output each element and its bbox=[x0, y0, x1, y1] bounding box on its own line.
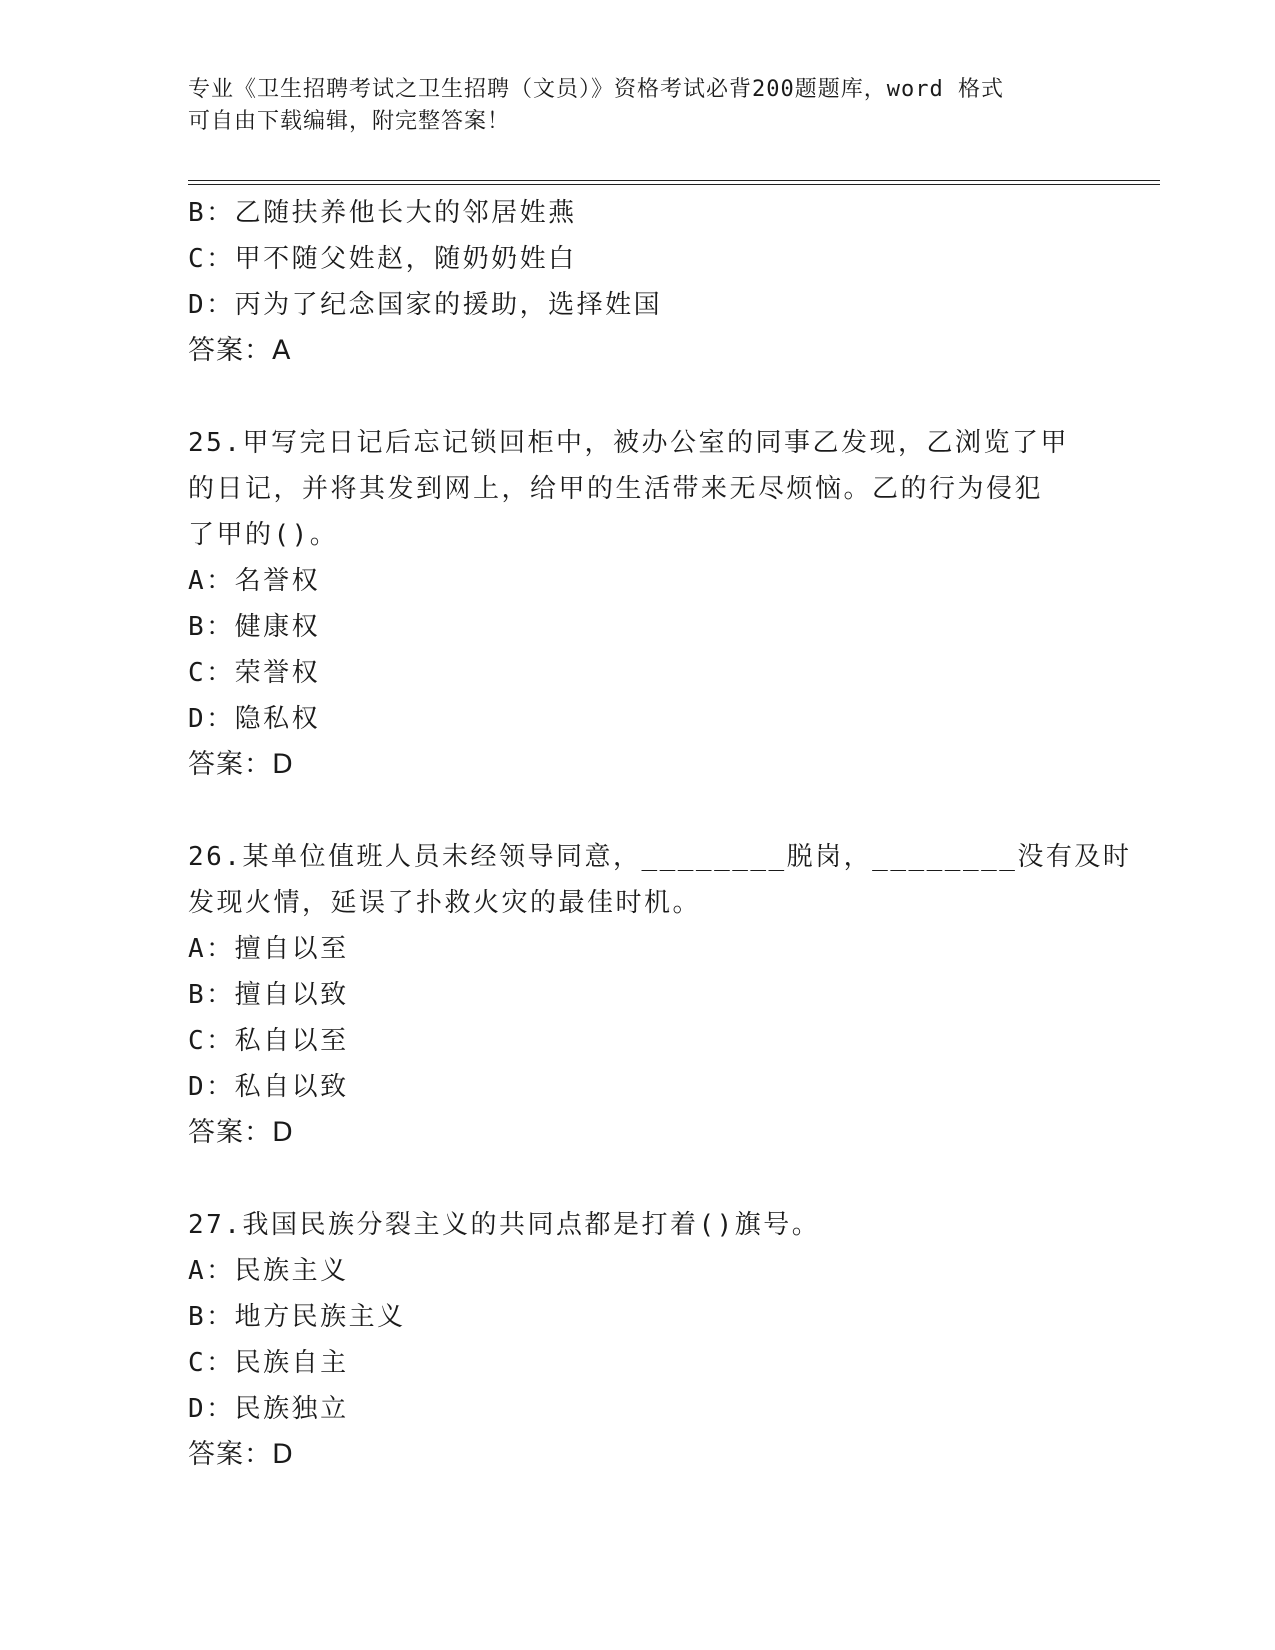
option-c: C：民族自主 bbox=[188, 1348, 349, 1378]
spacer bbox=[188, 1156, 1088, 1202]
option-c: C：荣誉权 bbox=[188, 658, 321, 688]
question-text-line: 26.某单位值班人员未经领导同意，________脱岗，________没有及时 bbox=[188, 842, 1132, 872]
header-divider-bottom bbox=[188, 184, 1160, 185]
option-d: D：私自以致 bbox=[188, 1072, 349, 1102]
question-text-line: 发现火情，延误了扑救火灾的最佳时机。 bbox=[188, 888, 702, 918]
header-line-1: 专业《卫生招聘考试之卫生招聘（文员）》资格考试必背200题题库，word 格式 bbox=[188, 77, 1004, 102]
option-c: C：私自以至 bbox=[188, 1026, 349, 1056]
option-d: D：丙为了纪念国家的援助，选择姓国 bbox=[188, 290, 663, 320]
question-text-line: 的日记，并将其发到网上，给甲的生活带来无尽烦恼。乙的行为侵犯 bbox=[188, 474, 1044, 504]
question-text-line: 27.我国民族分裂主义的共同点都是打着()旗号。 bbox=[188, 1210, 821, 1240]
spacer bbox=[188, 374, 1088, 420]
question-27 bbox=[188, 1202, 1088, 1478]
question-24-continued bbox=[188, 190, 1088, 374]
answer-line: 答案：D bbox=[188, 749, 294, 780]
answer-line: 答案：A bbox=[188, 335, 292, 366]
answer-line: 答案：D bbox=[188, 1439, 294, 1470]
option-d: D：民族独立 bbox=[188, 1394, 349, 1424]
option-a: A：擅自以至 bbox=[188, 934, 349, 964]
question-text-line: 了甲的()。 bbox=[188, 520, 339, 550]
header-line-2: 可自由下载编辑，附完整答案！ bbox=[188, 109, 511, 134]
question-25 bbox=[188, 420, 1088, 788]
option-b: B：擅自以致 bbox=[188, 980, 349, 1010]
question-text-line: 25.甲写完日记后忘记锁回柜中，被办公室的同事乙发现，乙浏览了甲 bbox=[188, 428, 1069, 458]
option-a: A：名誉权 bbox=[188, 566, 321, 596]
answer-line: 答案：D bbox=[188, 1117, 294, 1148]
option-b: B：乙随扶养他长大的邻居姓燕 bbox=[188, 198, 577, 228]
document-header bbox=[188, 74, 1088, 138]
option-c: C：甲不随父姓赵，随奶奶姓白 bbox=[188, 244, 577, 274]
option-b: B：健康权 bbox=[188, 612, 321, 642]
question-26 bbox=[188, 834, 1132, 1156]
header-divider-top bbox=[188, 180, 1160, 181]
document-body bbox=[188, 190, 1132, 1478]
spacer bbox=[188, 788, 1088, 834]
option-d: D：隐私权 bbox=[188, 704, 321, 734]
option-b: B：地方民族主义 bbox=[188, 1302, 406, 1332]
option-a: A：民族主义 bbox=[188, 1256, 349, 1286]
